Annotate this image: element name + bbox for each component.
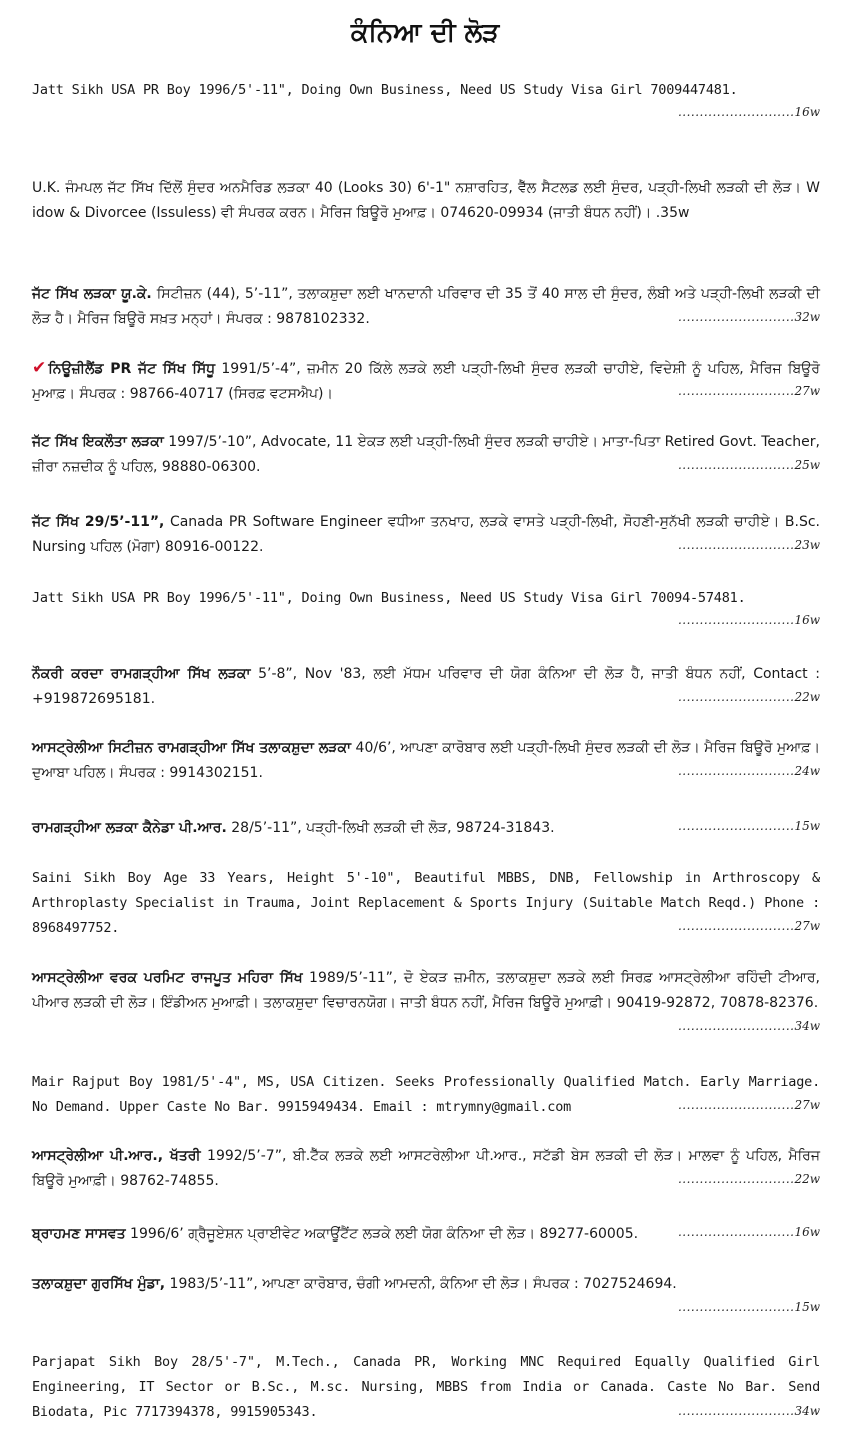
ad-code: ...........................22w (677, 690, 820, 704)
classified-ad (32, 176, 820, 234)
ad-code: ...........................16w (677, 613, 820, 627)
ad-text: ਜੱਟ ਸਿੱਖ ਲੜਕਾ ਯੂ.ਕੇ. ਸਿਟੀਜ਼ਨ (44), 5’-11”, ਤਲਾਕਸ਼ੁਦਾ ਲਈ ਖਾਨਦਾਨੀ ਪਰਿਵਾਰ ਦੀ 35 ਤੋਂ 40 ਸਾਲ ਦੀ ਸੁੰਦਰ, ਲੰਬੀ ਅਤੇ ਪੜ੍ਹੀ-ਲਿਖੀ ਲੜਕੀ ਦੀ ਲੋੜ ਹੈ। ਮੈਰਿਜ ਬਿਊਰੋ ਸਖ਼ਤ ਮਨ੍ਹਾਂ। ਸੰਪਰਕ : 9878102332. (32, 286, 820, 327)
ad-text: Jatt Sikh USA PR Boy 1996/5'-11", Doing Own Business, Need US Study Visa Girl 70094-57481. (32, 590, 746, 606)
check-icon: ✔ (32, 358, 47, 378)
ad-text: ਆਸਟ੍ਰੇਲੀਆ ਸਿਟੀਜ਼ਨ ਰਾਮਗੜ੍ਹੀਆ ਸਿੱਖ ਤਲਾਕਸ਼ੁਦਾ ਲੜਕਾ 40/6’, ਆਪਣਾ ਕਾਰੋਬਾਰ ਲਈ ਪੜ੍ਹੀ-ਲਿਖੀ ਸੁੰਦਰ ਲੜਕੀ ਦੀ ਲੋੜ। ਮੈਰਿਜ ਬਿਊਰੋ ਮੁਆਫ਼। ਦੁਆਬਾ ਪਹਿਲ। ਸੰਪਰਕ : 9914302151. (32, 740, 821, 781)
classified-ad (32, 1272, 820, 1324)
classified-ad (32, 510, 820, 562)
classified-ad (32, 662, 820, 714)
ad-code: ...........................15w (677, 1300, 820, 1314)
ad-text: ਜੱਟ ਸਿੱਖ ਇਕਲੌਤਾ ਲੜਕਾ 1997/5’-10”, Advocate, 11 ਏਕੜ ਲਈ ਪੜ੍ਹੀ-ਲਿਖੀ ਸੁੰਦਰ ਲੜਕੀ ਚਾਹੀਏ। ਮਾਤਾ-ਪਿਤਾ Retired Govt. Teacher, ਜ਼ੀਰਾ ਨਜ਼ਦੀਕ ਨੂੰ ਪਹਿਲ, 98880-06300. (32, 434, 820, 475)
ad-code: ...........................34w (677, 1019, 820, 1033)
classified-ad (32, 430, 820, 482)
ad-code: ...........................32w (677, 310, 820, 324)
ad-code: ...........................34w (677, 1404, 820, 1418)
classified-ad (32, 1222, 820, 1248)
ad-code: ...........................27w (677, 1098, 820, 1112)
ad-code: ...........................23w (677, 538, 820, 552)
ad-text: ਨੌਕਰੀ ਕਰਦਾ ਰਾਮਗੜ੍ਹੀਆ ਸਿੱਖ ਲੜਕਾ 5’-8”, Nov '83, ਲਈ ਮੱਧਮ ਪਰਿਵਾਰ ਦੀ ਯੋਗ ਕੰਨਿਆ ਦੀ ਲੋੜ ਹੈ, ਜਾਤੀ ਬੰਧਨ ਨਹੀਂ, Contact : +919872695181. (32, 666, 820, 707)
classified-ad (32, 586, 820, 636)
ad-text: ਤਲਾਕਸ਼ੁਦਾ ਗੁਰਸਿੱਖ ਮੁੰਡਾ, 1983/5’-11”, ਆਪਣਾ ਕਾਰੋਬਾਰ, ਚੰਗੀ ਆਮਦਨੀ, ਕੰਨਿਆ ਦੀ ਲੋੜ। ਸੰਪਰਕ : 7027524694. (32, 1276, 677, 1292)
ad-code: ...........................24w (677, 764, 820, 778)
ad-text: ਆਸਟ੍ਰੇਲੀਆ ਵਰਕ ਪਰਮਿਟ ਰਾਜਪੂਤ ਮਹਿਰਾ ਸਿੱਖ 1989/5’-11”, ਦੋ ਏਕੜ ਜ਼ਮੀਨ, ਤਲਾਕਸ਼ੁਦਾ ਲੜਕੇ ਲਈ ਸਿਰਫ਼ ਆਸਟ੍ਰੇਲੀਆ ਰਹਿੰਦੀ ਟੀਆਰ, ਪੀਆਰ ਲੜਕੀ ਦੀ ਲੋੜ। ਇੰਡੀਅਨ ਮੁਆਫ਼ੀ। ਤਲਾਕਸ਼ੁਦਾ ਵਿਚਾਰਨਯੋਗ। ਜਾਤੀ ਬੰਧਨ ਨਹੀਂ, ਮੈਰਿਜ ਬਿਊਰੋ ਮੁਆਫ਼ੀ। 90419-92872, 70878-82376. (32, 970, 820, 1011)
ad-text: Parjapat Sikh Boy 28/5'-7", M.Tech., Canada PR, Working MNC Required Equally Qualified Girl Engineering, IT Sector or B.Sc., M.sc. Nursing, MBBS from India or Canada. Caste No Bar. Send Biodata, Pic 7717394378, 9915905343. (32, 1354, 820, 1420)
classified-ad (32, 282, 820, 334)
ad-text: Saini Sikh Boy Age 33 Years, Height 5'-10", Beautiful MBBS, DNB, Fellowship in Arthroscopy & Arthroplasty Specialist in Trauma, Joint Replacement & Sports Injury (Suitable Match Reqd.) Phone : 8968497752. (32, 870, 820, 936)
ad-code: ...........................15w (677, 819, 820, 833)
classified-ad (32, 866, 820, 942)
classified-ad (32, 966, 820, 1042)
ad-code: ...........................25w (677, 458, 820, 472)
ad-code: ...........................27w (677, 384, 820, 398)
ad-text: Jatt Sikh USA PR Boy 1996/5'-11", Doing Own Business, Need US Study Visa Girl 7009447481. (32, 82, 738, 98)
classified-ad (32, 356, 820, 408)
classified-ad (32, 1350, 820, 1428)
classified-ad (32, 816, 820, 842)
classified-ad (32, 1070, 820, 1122)
ad-code: ...........................22w (677, 1172, 820, 1186)
ad-text: Mair Rajput Boy 1981/5'-4", MS, USA Citizen. Seeks Professionally Qualified Match. Early Marriage. No Demand. Upper Caste No Bar. 9915949434. Email : mtrymny@gmail.com (32, 1074, 820, 1115)
ad-text: ਆਸਟ੍ਰੇਲੀਆ ਪੀ.ਆਰ., ਖੱਤਰੀ 1992/5’-7”, ਬੀ.ਟੈੱਕ ਲੜਕੇ ਲਈ ਆਸਟਰੇਲੀਆ ਪੀ.ਆਰ., ਸਟੱਡੀ ਬੇਸ ਲੜਕੀ ਦੀ ਲੋੜ। ਮਾਲਵਾ ਨੂੰ ਪਹਿਲ, ਮੈਰਿਜ ਬਿਊਰੋ ਮੁਆਫ਼ੀ। 98762-74855. (32, 1148, 820, 1189)
ad-text: ਜੱਟ ਸਿੱਖ 29/5’-11”, Canada PR Software Engineer ਵਧੀਆ ਤਨਖਾਹ, ਲੜਕੇ ਵਾਸਤੇ ਪੜ੍ਹੀ-ਲਿਖੀ, ਸੋਹਣੀ-ਸੁਨੱਖੀ ਲੜਕੀ ਚਾਹੀਏ। B.Sc. Nursing ਪਹਿਲ (ਮੋਗਾ) 80916-00122. (32, 514, 820, 555)
ad-code: ...........................16w (677, 105, 820, 119)
ad-text: U.K. ਜੰਮਪਲ ਜੱਟ ਸਿੱਖ ਦਿੱਲੋਂ ਸੁੰਦਰ ਅਨਮੈਰਿਡ ਲੜਕਾ 40 (Looks 30) 6'-1" ਨਸ਼ਾਰਹਿਤ, ਵੈੱਲ ਸੈਟਲਡ ਲਈ ਸੁੰਦਰ, ਪੜ੍ਹੀ-ਲਿਖੀ ਲੜਕੀ ਦੀ ਲੋੜ। W idow & Divorcee (Issuless) ਵੀ ਸੰਪਰਕ ਕਰਨ। ਮੈਰਿਜ ਬਿਊਰੋ ਮੁਆਫ਼। 074620-09934 (ਜਾਤੀ ਬੰਧਨ ਨਹੀਂ)। .35w (32, 180, 820, 221)
page-title: ਕੰਨਿਆ ਦੀ ਲੋੜ (350, 18, 500, 48)
classified-ad (32, 736, 820, 788)
ad-code: ...........................16w (677, 1225, 820, 1239)
classified-ad (32, 78, 820, 128)
ad-text: ਰਾਮਗੜ੍ਹੀਆ ਲੜਕਾ ਕੈਨੇਡਾ ਪੀ.ਆਰ. 28/5’-11”, ਪੜ੍ਹੀ-ਲਿਖੀ ਲੜਕੀ ਦੀ ਲੋੜ, 98724-31843. (32, 820, 555, 836)
ad-text: ਬ੍ਰਾਹਮਣ ਸਾਸਵਤ 1996/6’ ਗ੍ਰੈਜੂਏਸ਼ਨ ਪ੍ਰਾਈਵੇਟ ਅਕਾਊਂਟੈਂਟ ਲੜਕੇ ਲਈ ਯੋਗ ਕੰਨਿਆ ਦੀ ਲੋੜ। 89277-60005. (32, 1226, 639, 1242)
ad-text: ✔ ਨਿਊਜ਼ੀਲੈਂਡ PR ਜੱਟ ਸਿੱਖ ਸਿੱਧੂ 1991/5’-4”, ਜ਼ਮੀਨ 20 ਕਿੱਲੇ ਲੜਕੇ ਲਈ ਪੜ੍ਹੀ-ਲਿਖੀ ਸੁੰਦਰ ਲੜਕੀ ਚਾਹੀਏ, ਵਿਦੇਸ਼ੀ ਨੂੰ ਪਹਿਲ, ਮੈਰਿਜ ਬਿਊਰੋ ਮੁਆਫ਼। ਸੰਪਰਕ : 98766-40717 (ਸਿਰਫ਼ ਵਟਸਐਪ)। (32, 358, 820, 402)
classified-ad (32, 1144, 820, 1196)
ad-code: ...........................27w (677, 919, 820, 933)
